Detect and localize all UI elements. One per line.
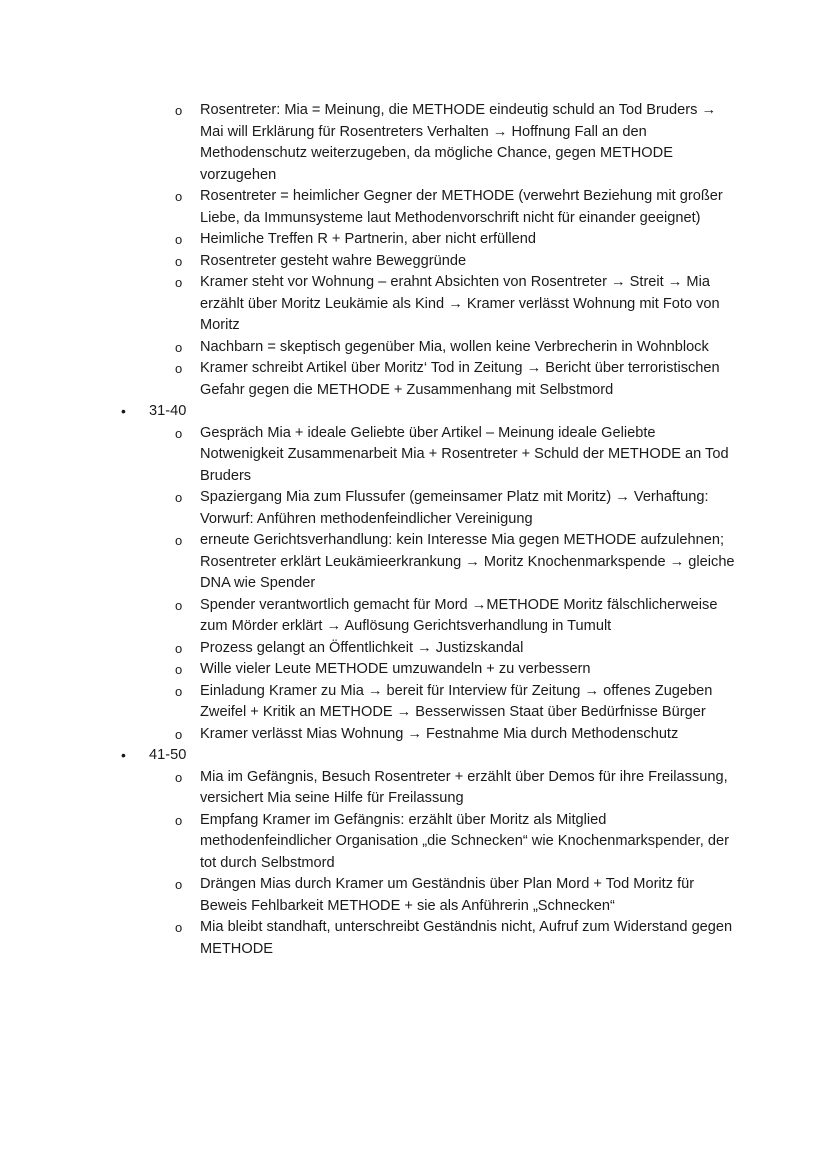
- sub-bullet-marker: o: [175, 275, 183, 290]
- sub-bullet-marker: o: [175, 640, 183, 656]
- list-item-text: Kramer steht vor Wohnung – erahnt Absichten von Rosentreter → Streit → Mia erzählt über Moritz Leukämie als Kind → Kramer verlässt Wohnung mit Foto von Moritz: [200, 274, 720, 333]
- sub-bullet-marker: o: [175, 253, 183, 269]
- list-item: [0, 874, 828, 917]
- list-item-text: Einladung Kramer zu Mia → bereit für Interview für Zeitung → offenes Zugeben Zweifel + Kritik an METHODE → Besserwissen Staat über Bedürfnisse Bürger: [200, 682, 713, 720]
- list-item: [0, 659, 828, 681]
- list-item: [0, 186, 828, 229]
- sub-bullet-marker: o: [175, 812, 183, 828]
- list-item: [0, 337, 828, 359]
- list-item-text: Wille vieler Leute METHODE umzuwandeln + zu verbessern: [200, 661, 591, 677]
- list-item: [0, 530, 828, 595]
- sub-bullet-marker: o: [175, 769, 183, 785]
- list-item-text: Spaziergang Mia zum Flussufer (gemeinsamer Platz mit Moritz) → Verhaftung: Vorwurf: Anführen methodenfeindlicher Vereinigung: [200, 489, 709, 527]
- section-label: 41-50: [149, 747, 187, 763]
- sub-bullet-marker: o: [175, 103, 183, 118]
- sub-bullet-marker: o: [175, 490, 183, 505]
- list-item-text: Spender verantwortlich gemacht für Mord →METHODE Moritz fälschlicherweise zum Mörder erklärt → Auflösung Gerichtsverhandlung in Tumult: [200, 596, 718, 634]
- list-item: [0, 681, 828, 724]
- list-item: [0, 358, 828, 401]
- list-item-text: Kramer verlässt Mias Wohnung → Festnahme Mia durch Methodenschutz: [200, 725, 679, 742]
- list-item-text: Heimliche Treffen R + Partnerin, aber nicht erfüllend: [200, 231, 536, 247]
- list-item: [0, 423, 828, 488]
- sub-bullet-marker: o: [175, 920, 183, 935]
- list-item: [0, 638, 828, 660]
- list-item-text: Rosentreter: Mia = Meinung, die METHODE eindeutig schuld an Tod Bruders → Mai will Erklärung für Rosentreters Verhalten → Hoffnung Fall an den Methodenschutz weiterzugeben, da mögliche Chance, gegen METHODE vorzugehen: [200, 102, 717, 183]
- list-item-text: Mia bleibt standhaft, unterschreibt Geständnis nicht, Aufruf zum Widerstand gegen METHODE: [200, 919, 733, 957]
- list-item-text: Nachbarn = skeptisch gegenüber Mia, wollen keine Verbrecherin in Wohnblock: [200, 338, 709, 355]
- list-item: [0, 229, 828, 251]
- sub-bullet-marker: o: [175, 189, 183, 204]
- sub-bullet-marker: o: [175, 597, 183, 613]
- sub-bullet-marker: o: [175, 339, 183, 355]
- list-item: [0, 595, 828, 638]
- list-item-text: Kramer schreibt Artikel über Moritz‘ Tod in Zeitung → Bericht über terroristischen Gefahr gegen die METHODE + Zusammenhang mit Selbstmord: [200, 360, 720, 398]
- list-item-text: Drängen Mias durch Kramer um Geständnis über Plan Mord + Tod Moritz für Beweis Fehlbarkeit METHODE + sie als Anführerin „Schnecken“: [200, 876, 695, 914]
- list-item-text: Prozess gelangt an Öffentlichkeit → Justizskandal: [200, 639, 524, 656]
- sub-bullet-marker: o: [175, 425, 183, 441]
- list-item: [0, 251, 828, 273]
- list-item-text: Rosentreter = heimlicher Gegner der METHODE (verwehrt Beziehung mit großer Liebe, da Immunsysteme laut Methodenvorschrift nicht für einander geeignet): [200, 188, 723, 226]
- list-item-text: Empfang Kramer im Gefängnis: erzählt über Moritz als Mitglied methodenfeindlicher Organisation „die Schnecken“ wie Knochenmarkspender, der tot durch Selbstmord: [200, 811, 729, 871]
- bullet-marker: •: [121, 403, 126, 419]
- sub-bullet-marker: o: [175, 533, 183, 548]
- sub-bullet-marker: o: [175, 683, 183, 699]
- sub-bullet-marker: o: [175, 877, 183, 892]
- sub-bullet-marker: o: [175, 361, 183, 376]
- list-item: [0, 100, 828, 186]
- bullet-marker: •: [121, 747, 126, 763]
- section-label: 31-40: [149, 403, 187, 419]
- list-item-text: erneute Gerichtsverhandlung: kein Interesse Mia gegen METHODE aufzulehnen; Rosentreter erklärt Leukämieerkrankung → Moritz Knochenmarkspende → gleiche DNA wie Spender: [200, 532, 735, 591]
- list-item: [0, 487, 828, 530]
- section-heading: [0, 745, 828, 767]
- list-item: [0, 272, 828, 337]
- list-item: [0, 810, 828, 875]
- section-heading: [0, 401, 828, 423]
- sub-bullet-marker: o: [175, 662, 183, 677]
- sub-bullet-marker: o: [175, 726, 183, 742]
- list-item: [0, 767, 828, 810]
- list-item: [0, 917, 828, 960]
- list-item: [0, 724, 828, 746]
- list-item-text: Rosentreter gesteht wahre Beweggründe: [200, 252, 467, 269]
- list-item-text: Gespräch Mia + ideale Geliebte über Artikel – Meinung ideale Geliebte Notwenigkeit Zusammenarbeit Mia + Rosentreter + Schuld der METHODE an Tod Bruders: [200, 424, 729, 484]
- sub-bullet-marker: o: [175, 232, 183, 247]
- list-item-text: Mia im Gefängnis, Besuch Rosentreter + erzählt über Demos für ihre Freilassung, versichert Mia seine Hilfe für Freilassung: [200, 768, 728, 806]
